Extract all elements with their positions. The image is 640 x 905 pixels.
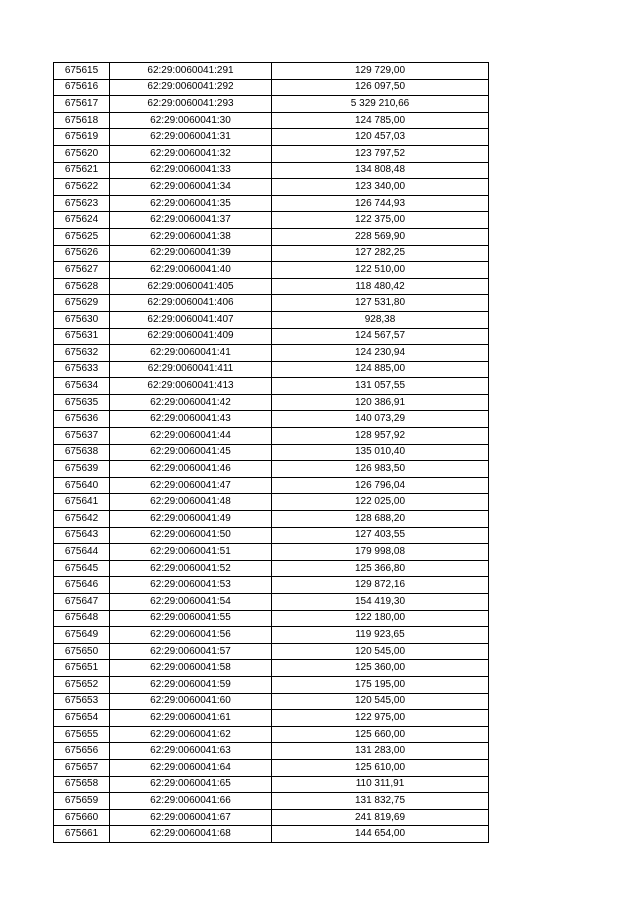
value-cell: 125 660,00 xyxy=(272,726,489,743)
cadastral-number-cell: 62:29:0060041:405 xyxy=(110,278,272,295)
value-cell: 175 195,00 xyxy=(272,676,489,693)
cadastral-number-cell: 62:29:0060041:291 xyxy=(110,63,272,80)
table-row xyxy=(54,411,489,428)
cadastral-number-cell: 62:29:0060041:31 xyxy=(110,129,272,146)
row-number-cell: 675623 xyxy=(54,195,110,212)
cadastral-number-cell: 62:29:0060041:57 xyxy=(110,643,272,660)
row-number-cell: 675634 xyxy=(54,378,110,395)
row-number-cell: 675619 xyxy=(54,129,110,146)
value-cell: 123 797,52 xyxy=(272,145,489,162)
value-cell: 928,38 xyxy=(272,311,489,328)
row-number-cell: 675625 xyxy=(54,228,110,245)
value-cell: 131 283,00 xyxy=(272,743,489,760)
table-row xyxy=(54,477,489,494)
cadastral-number-cell: 62:29:0060041:55 xyxy=(110,610,272,627)
cadastral-number-cell: 62:29:0060041:63 xyxy=(110,743,272,760)
row-number-cell: 675624 xyxy=(54,212,110,229)
cadastral-number-cell: 62:29:0060041:39 xyxy=(110,245,272,262)
value-cell: 110 311,91 xyxy=(272,776,489,793)
cadastral-number-cell: 62:29:0060041:37 xyxy=(110,212,272,229)
value-cell: 154 419,30 xyxy=(272,594,489,611)
table-row xyxy=(54,162,489,179)
cadastral-number-cell: 62:29:0060041:68 xyxy=(110,826,272,843)
cadastral-number-cell: 62:29:0060041:411 xyxy=(110,361,272,378)
value-cell: 120 545,00 xyxy=(272,643,489,660)
cadastral-number-cell: 62:29:0060041:38 xyxy=(110,228,272,245)
value-cell: 134 808,48 xyxy=(272,162,489,179)
value-cell: 5 329 210,66 xyxy=(272,96,489,113)
table-row xyxy=(54,345,489,362)
row-number-cell: 675645 xyxy=(54,560,110,577)
cadastral-number-cell: 62:29:0060041:30 xyxy=(110,112,272,129)
row-number-cell: 675621 xyxy=(54,162,110,179)
table-row xyxy=(54,228,489,245)
value-cell: 144 654,00 xyxy=(272,826,489,843)
table-row xyxy=(54,378,489,395)
table-row xyxy=(54,79,489,96)
cadastral-number-cell: 62:29:0060041:34 xyxy=(110,179,272,196)
value-cell: 126 097,50 xyxy=(272,79,489,96)
row-number-cell: 675638 xyxy=(54,444,110,461)
table-row xyxy=(54,693,489,710)
table-row xyxy=(54,643,489,660)
value-cell: 135 010,40 xyxy=(272,444,489,461)
table-row xyxy=(54,676,489,693)
row-number-cell: 675652 xyxy=(54,676,110,693)
value-cell: 124 885,00 xyxy=(272,361,489,378)
value-cell: 122 375,00 xyxy=(272,212,489,229)
cadastral-number-cell: 62:29:0060041:64 xyxy=(110,759,272,776)
value-cell: 127 282,25 xyxy=(272,245,489,262)
table-row xyxy=(54,594,489,611)
cadastral-number-cell: 62:29:0060041:66 xyxy=(110,793,272,810)
row-number-cell: 675661 xyxy=(54,826,110,843)
table-row xyxy=(54,212,489,229)
table-row xyxy=(54,793,489,810)
row-number-cell: 675633 xyxy=(54,361,110,378)
table-row xyxy=(54,627,489,644)
row-number-cell: 675641 xyxy=(54,494,110,511)
value-cell: 125 366,80 xyxy=(272,560,489,577)
value-cell: 129 872,16 xyxy=(272,577,489,594)
value-cell: 124 785,00 xyxy=(272,112,489,129)
value-cell: 131 057,55 xyxy=(272,378,489,395)
row-number-cell: 675626 xyxy=(54,245,110,262)
data-table-body xyxy=(54,63,489,843)
value-cell: 120 457,03 xyxy=(272,129,489,146)
cadastral-number-cell: 62:29:0060041:413 xyxy=(110,378,272,395)
table-row xyxy=(54,610,489,627)
row-number-cell: 675656 xyxy=(54,743,110,760)
value-cell: 125 610,00 xyxy=(272,759,489,776)
cadastral-number-cell: 62:29:0060041:45 xyxy=(110,444,272,461)
value-cell: 122 510,00 xyxy=(272,262,489,279)
value-cell: 126 983,50 xyxy=(272,461,489,478)
row-number-cell: 675617 xyxy=(54,96,110,113)
cadastral-number-cell: 62:29:0060041:292 xyxy=(110,79,272,96)
cadastral-number-cell: 62:29:0060041:32 xyxy=(110,145,272,162)
table-row xyxy=(54,527,489,544)
cadastral-number-cell: 62:29:0060041:59 xyxy=(110,676,272,693)
cadastral-number-cell: 62:29:0060041:407 xyxy=(110,311,272,328)
value-cell: 127 403,55 xyxy=(272,527,489,544)
table-row xyxy=(54,96,489,113)
row-number-cell: 675636 xyxy=(54,411,110,428)
row-number-cell: 675631 xyxy=(54,328,110,345)
cadastral-number-cell: 62:29:0060041:51 xyxy=(110,544,272,561)
table-row xyxy=(54,311,489,328)
row-number-cell: 675616 xyxy=(54,79,110,96)
row-number-cell: 675630 xyxy=(54,311,110,328)
row-number-cell: 675643 xyxy=(54,527,110,544)
row-number-cell: 675620 xyxy=(54,145,110,162)
cadastral-number-cell: 62:29:0060041:33 xyxy=(110,162,272,179)
value-cell: 122 025,00 xyxy=(272,494,489,511)
value-cell: 120 545,00 xyxy=(272,693,489,710)
table-row xyxy=(54,544,489,561)
table-row xyxy=(54,295,489,312)
table-row xyxy=(54,743,489,760)
data-table xyxy=(53,62,489,843)
row-number-cell: 675655 xyxy=(54,726,110,743)
table-row xyxy=(54,511,489,528)
cadastral-number-cell: 62:29:0060041:61 xyxy=(110,710,272,727)
table-row xyxy=(54,195,489,212)
table-row xyxy=(54,660,489,677)
cadastral-number-cell: 62:29:0060041:35 xyxy=(110,195,272,212)
row-number-cell: 675659 xyxy=(54,793,110,810)
table-row xyxy=(54,245,489,262)
value-cell: 128 688,20 xyxy=(272,511,489,528)
row-number-cell: 675646 xyxy=(54,577,110,594)
row-number-cell: 675628 xyxy=(54,278,110,295)
cadastral-number-cell: 62:29:0060041:42 xyxy=(110,394,272,411)
row-number-cell: 675640 xyxy=(54,477,110,494)
row-number-cell: 675658 xyxy=(54,776,110,793)
row-number-cell: 675642 xyxy=(54,511,110,528)
value-cell: 179 998,08 xyxy=(272,544,489,561)
table-row xyxy=(54,63,489,80)
cadastral-number-cell: 62:29:0060041:60 xyxy=(110,693,272,710)
cadastral-number-cell: 62:29:0060041:62 xyxy=(110,726,272,743)
table-row xyxy=(54,577,489,594)
cadastral-number-cell: 62:29:0060041:65 xyxy=(110,776,272,793)
row-number-cell: 675647 xyxy=(54,594,110,611)
value-cell: 128 957,92 xyxy=(272,428,489,445)
table-row xyxy=(54,710,489,727)
table-row xyxy=(54,278,489,295)
cadastral-number-cell: 62:29:0060041:47 xyxy=(110,477,272,494)
row-number-cell: 675629 xyxy=(54,295,110,312)
row-number-cell: 675654 xyxy=(54,710,110,727)
value-cell: 124 567,57 xyxy=(272,328,489,345)
table-row xyxy=(54,826,489,843)
value-cell: 129 729,00 xyxy=(272,63,489,80)
table-row xyxy=(54,494,489,511)
value-cell: 122 180,00 xyxy=(272,610,489,627)
cadastral-number-cell: 62:29:0060041:44 xyxy=(110,428,272,445)
row-number-cell: 675618 xyxy=(54,112,110,129)
row-number-cell: 675660 xyxy=(54,809,110,826)
table-row xyxy=(54,759,489,776)
row-number-cell: 675637 xyxy=(54,428,110,445)
table-row xyxy=(54,726,489,743)
value-cell: 124 230,94 xyxy=(272,345,489,362)
table-row xyxy=(54,394,489,411)
row-number-cell: 675639 xyxy=(54,461,110,478)
row-number-cell: 675657 xyxy=(54,759,110,776)
row-number-cell: 675649 xyxy=(54,627,110,644)
row-number-cell: 675651 xyxy=(54,660,110,677)
cadastral-number-cell: 62:29:0060041:46 xyxy=(110,461,272,478)
cadastral-number-cell: 62:29:0060041:293 xyxy=(110,96,272,113)
table-row xyxy=(54,112,489,129)
row-number-cell: 675615 xyxy=(54,63,110,80)
cadastral-number-cell: 62:29:0060041:40 xyxy=(110,262,272,279)
value-cell: 119 923,65 xyxy=(272,627,489,644)
value-cell: 122 975,00 xyxy=(272,710,489,727)
cadastral-number-cell: 62:29:0060041:52 xyxy=(110,560,272,577)
table-row xyxy=(54,129,489,146)
table-row xyxy=(54,776,489,793)
cadastral-number-cell: 62:29:0060041:43 xyxy=(110,411,272,428)
table-row xyxy=(54,560,489,577)
value-cell: 123 340,00 xyxy=(272,179,489,196)
table-row xyxy=(54,444,489,461)
row-number-cell: 675627 xyxy=(54,262,110,279)
row-number-cell: 675644 xyxy=(54,544,110,561)
value-cell: 228 569,90 xyxy=(272,228,489,245)
value-cell: 118 480,42 xyxy=(272,278,489,295)
value-cell: 131 832,75 xyxy=(272,793,489,810)
cadastral-number-cell: 62:29:0060041:58 xyxy=(110,660,272,677)
cadastral-number-cell: 62:29:0060041:41 xyxy=(110,345,272,362)
table-row xyxy=(54,145,489,162)
table-row xyxy=(54,328,489,345)
table-row xyxy=(54,262,489,279)
row-number-cell: 675622 xyxy=(54,179,110,196)
cadastral-number-cell: 62:29:0060041:48 xyxy=(110,494,272,511)
row-number-cell: 675632 xyxy=(54,345,110,362)
table-row xyxy=(54,428,489,445)
row-number-cell: 675650 xyxy=(54,643,110,660)
value-cell: 120 386,91 xyxy=(272,394,489,411)
table-row xyxy=(54,361,489,378)
cadastral-number-cell: 62:29:0060041:409 xyxy=(110,328,272,345)
table-row xyxy=(54,461,489,478)
cadastral-number-cell: 62:29:0060041:49 xyxy=(110,511,272,528)
value-cell: 126 796,04 xyxy=(272,477,489,494)
row-number-cell: 675653 xyxy=(54,693,110,710)
row-number-cell: 675635 xyxy=(54,394,110,411)
table-row xyxy=(54,179,489,196)
table-row xyxy=(54,809,489,826)
cadastral-number-cell: 62:29:0060041:67 xyxy=(110,809,272,826)
cadastral-number-cell: 62:29:0060041:54 xyxy=(110,594,272,611)
value-cell: 127 531,80 xyxy=(272,295,489,312)
value-cell: 241 819,69 xyxy=(272,809,489,826)
cadastral-number-cell: 62:29:0060041:50 xyxy=(110,527,272,544)
cadastral-number-cell: 62:29:0060041:406 xyxy=(110,295,272,312)
cadastral-number-cell: 62:29:0060041:56 xyxy=(110,627,272,644)
value-cell: 126 744,93 xyxy=(272,195,489,212)
value-cell: 140 073,29 xyxy=(272,411,489,428)
cadastral-number-cell: 62:29:0060041:53 xyxy=(110,577,272,594)
value-cell: 125 360,00 xyxy=(272,660,489,677)
row-number-cell: 675648 xyxy=(54,610,110,627)
